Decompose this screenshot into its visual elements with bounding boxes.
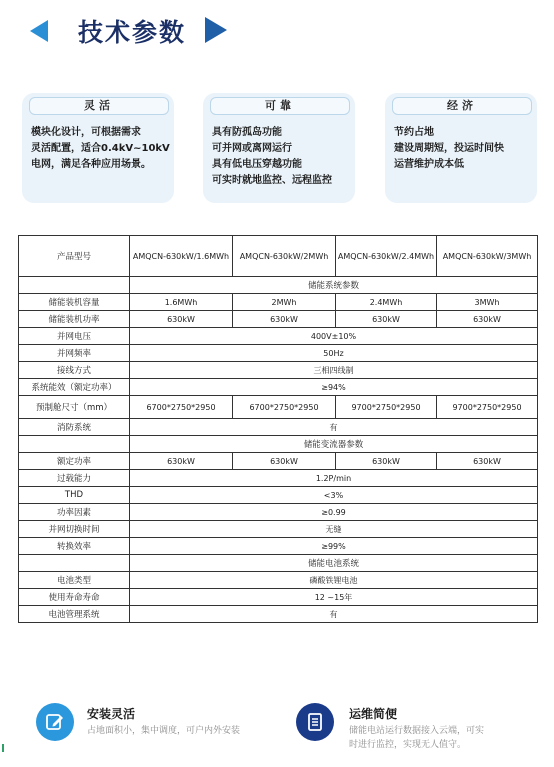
table-row [19, 294, 538, 311]
empty-cell [19, 436, 130, 453]
prev-arrow-icon[interactable] [30, 20, 48, 42]
feature-title: 安装灵活 [87, 707, 136, 721]
card-line: 可实时就地监控、远程监控 [212, 175, 332, 186]
row-label: 使用寿命寿命 [19, 589, 130, 606]
edit-icon [36, 703, 74, 741]
page-title: 技术参数 [78, 18, 187, 47]
table-cell: 50Hz [130, 345, 538, 362]
empty-cell [19, 555, 130, 572]
row-label: 接线方式 [19, 362, 130, 379]
table-section-row [19, 277, 538, 294]
card-title: 可靠 [210, 97, 350, 115]
row-label: 产品型号 [19, 236, 130, 277]
card-reliable [203, 93, 355, 203]
table-row [19, 396, 538, 419]
table-row [19, 419, 538, 436]
card-line: 具有防孤岛功能 [212, 127, 282, 138]
card-title: 经济 [392, 97, 532, 115]
row-label: 消防系统 [19, 419, 130, 436]
table-row [19, 538, 538, 555]
card-flexible [22, 93, 174, 203]
table-cell: 630kW [233, 453, 336, 470]
row-label: 过载能力 [19, 470, 130, 487]
table-row [19, 606, 538, 623]
table-row [19, 589, 538, 606]
row-label: 电池管理系统 [19, 606, 130, 623]
table-row [19, 487, 538, 504]
table-cell: 630kW [130, 453, 233, 470]
card-title: 灵活 [29, 97, 169, 115]
feature-desc [349, 724, 484, 752]
table-row [19, 470, 538, 487]
card-line: 模块化设计，可根据需求 [31, 127, 141, 138]
card-body [31, 125, 171, 173]
table-row [19, 362, 538, 379]
row-label: THD [19, 487, 130, 504]
model-cell: AMQCN-630kW/1.6MWh [130, 236, 233, 277]
table-cell: 2MWh [233, 294, 336, 311]
card-line: 电网，满足各种应用场景。 [31, 159, 151, 170]
table-row [19, 311, 538, 328]
card-body [394, 125, 534, 173]
table-cell: 630kW [130, 311, 233, 328]
table-cell: 630kW [336, 453, 437, 470]
table-cell: 无缝 [130, 521, 538, 538]
spec-table [18, 235, 538, 623]
table-cell: ≥0.99 [130, 504, 538, 521]
row-label: 并网频率 [19, 345, 130, 362]
table-cell: 9700*2750*2950 [437, 396, 538, 419]
table-row [19, 521, 538, 538]
table-cell: 1.2P/min [130, 470, 538, 487]
table-cell: 9700*2750*2950 [336, 396, 437, 419]
model-cell: AMQCN-630kW/2.4MWh [336, 236, 437, 277]
card-line: 建设周期短，投运时间快 [394, 143, 504, 154]
table-cell: 有 [130, 606, 538, 623]
row-label: 功率因素 [19, 504, 130, 521]
card-line: 可并网或离网运行 [212, 143, 292, 154]
table-cell: 630kW [437, 311, 538, 328]
row-label: 预制舱尺寸（mm） [19, 396, 130, 419]
feature-desc [87, 724, 240, 738]
table-row [19, 453, 538, 470]
feature-desc-line: 时进行监控，实现无人值守。 [349, 740, 467, 750]
card-line: 节约占地 [394, 127, 434, 138]
table-cell: 12 ~15年 [130, 589, 538, 606]
row-label: 储能装机功率 [19, 311, 130, 328]
edge-marker [2, 744, 4, 752]
table-cell: 磷酸铁锂电池 [130, 572, 538, 589]
table-row-model [19, 236, 538, 277]
card-economic [385, 93, 537, 203]
table-cell: <3% [130, 487, 538, 504]
section-title: 储能变流器参数 [130, 436, 538, 453]
table-section-row [19, 436, 538, 453]
table-cell: 3MWh [437, 294, 538, 311]
row-label: 储能装机容量 [19, 294, 130, 311]
row-label: 并网电压 [19, 328, 130, 345]
model-cell: AMQCN-630kW/3MWh [437, 236, 538, 277]
table-row [19, 379, 538, 396]
table-cell: 1.6MWh [130, 294, 233, 311]
table-cell: 630kW [437, 453, 538, 470]
table-cell: 2.4MWh [336, 294, 437, 311]
feature-desc-line: 储能电站运行数据接入云端，可实 [349, 726, 485, 736]
feature-title: 运维简便 [349, 707, 398, 721]
table-cell: ≥99% [130, 538, 538, 555]
model-cell: AMQCN-630kW/2MWh [233, 236, 336, 277]
table-section-row [19, 555, 538, 572]
table-cell: 6700*2750*2950 [130, 396, 233, 419]
table-cell: 400V±10% [130, 328, 538, 345]
card-line: 运营维护成本低 [394, 159, 464, 170]
table-cell: 有 [130, 419, 538, 436]
table-row [19, 345, 538, 362]
next-arrow-icon[interactable] [205, 17, 227, 43]
table-cell: ≥94% [130, 379, 538, 396]
row-label: 系统能效（额定功率） [19, 379, 130, 396]
table-row [19, 328, 538, 345]
section-title: 储能电池系统 [130, 555, 538, 572]
table-cell: 630kW [233, 311, 336, 328]
card-line: 灵活配置，适合0.4kV~10kV [31, 143, 170, 154]
table-row [19, 572, 538, 589]
card-body [212, 125, 352, 189]
table-cell: 三相四线制 [130, 362, 538, 379]
table-row [19, 504, 538, 521]
row-label: 转换效率 [19, 538, 130, 555]
empty-cell [19, 277, 130, 294]
row-label: 并网切换时间 [19, 521, 130, 538]
row-label: 额定功率 [19, 453, 130, 470]
feature-desc-line: 占地面积小，集中调度，可户内外安装 [87, 726, 241, 736]
card-line: 具有低电压穿越功能 [212, 159, 302, 170]
table-cell: 6700*2750*2950 [233, 396, 336, 419]
table-cell: 630kW [336, 311, 437, 328]
document-icon [296, 703, 334, 741]
row-label: 电池类型 [19, 572, 130, 589]
section-title: 储能系统参数 [130, 277, 538, 294]
